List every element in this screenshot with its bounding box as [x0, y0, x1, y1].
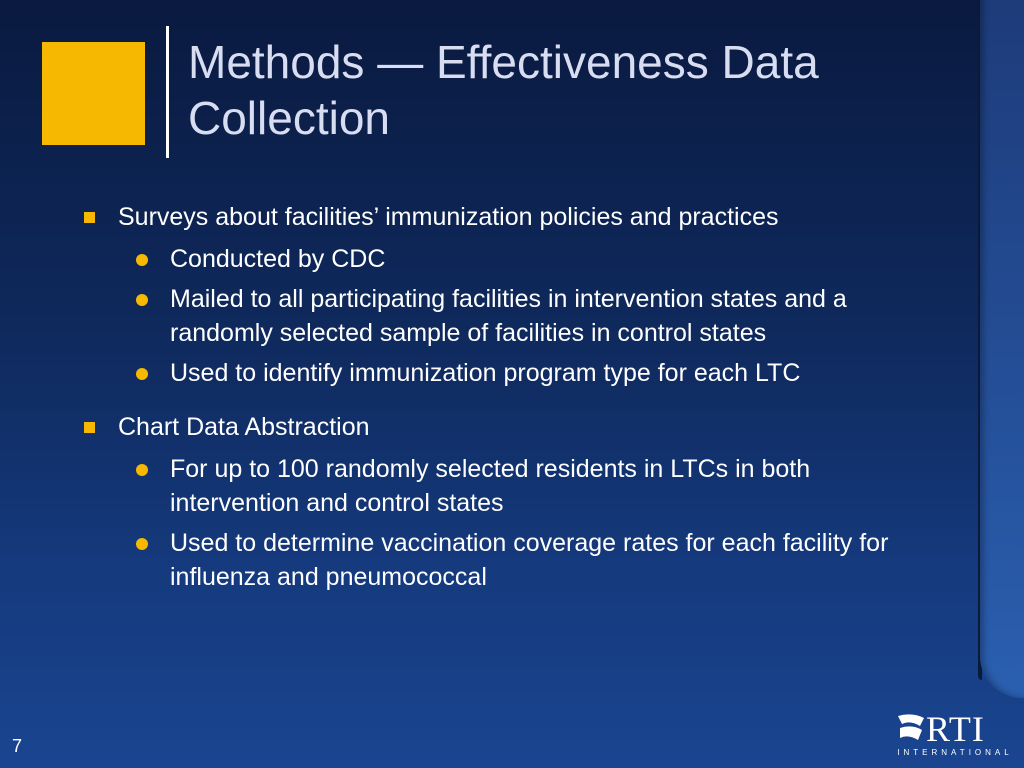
sub-bullet-item [80, 282, 930, 350]
dot-bullet-icon [136, 294, 148, 306]
sub-bullet-text: For up to 100 randomly selected residents in LTCs in both intervention and control states [170, 455, 811, 517]
logo-subtext: INTERNATIONAL [897, 748, 1013, 757]
title-accent-square [42, 42, 145, 145]
right-decorative-panel [980, 0, 1024, 698]
rti-logo-emblem-icon [896, 712, 928, 746]
logo-wordmark: RTI [926, 709, 985, 749]
rti-logo [896, 708, 1014, 760]
sub-bullet-text: Mailed to all participating facilities in intervention states and a randomly selected sample of facilities in control states [170, 285, 847, 347]
bullet-item [80, 410, 960, 444]
sub-bullet-text: Used to identify immunization program type for each LTC [170, 359, 801, 387]
sub-bullet-item [80, 242, 930, 276]
sub-bullet-item [80, 526, 930, 594]
bullet-item [80, 200, 960, 234]
dot-bullet-icon [136, 368, 148, 380]
bullet-text: Surveys about facilities’ immunization policies and practices [118, 203, 779, 231]
square-bullet-icon [84, 422, 95, 433]
bullet-list [80, 200, 960, 594]
title-divider-line [166, 26, 169, 158]
sub-bullet-text: Used to determine vaccination coverage rates for each facility for influenza and pneumococcal [170, 529, 889, 591]
sub-bullet-item [80, 356, 930, 390]
bullet-text: Chart Data Abstraction [118, 413, 370, 441]
page-number: 7 [12, 736, 23, 756]
dot-bullet-icon [136, 464, 148, 476]
dot-bullet-icon [136, 538, 148, 550]
sub-bullet-text: Conducted by CDC [170, 245, 386, 273]
square-bullet-icon [84, 212, 95, 223]
dot-bullet-icon [136, 254, 148, 266]
sub-bullet-item [80, 452, 930, 520]
slide-title: Methods — Effectiveness Data Collection [188, 36, 819, 144]
